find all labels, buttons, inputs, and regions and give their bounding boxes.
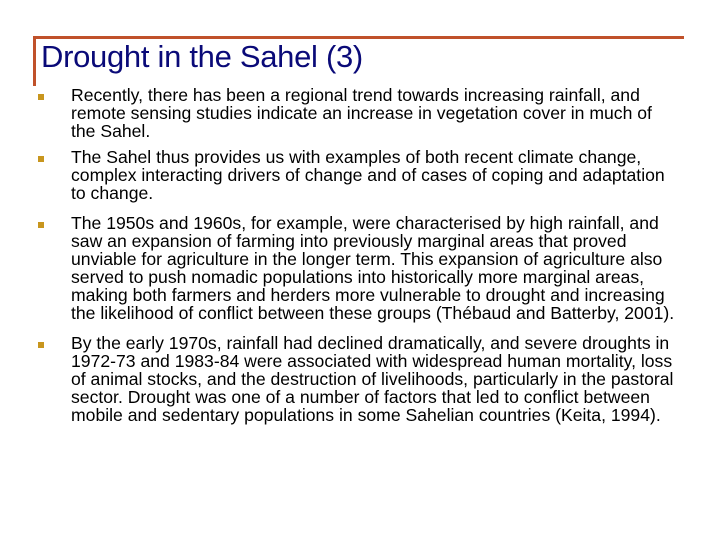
title-left-rule [33,36,36,86]
square-bullet-icon [38,94,44,100]
bullet-item [0,334,681,424]
bullet-item [0,148,681,202]
square-bullet-icon [38,342,44,348]
bullet-text: By the early 1970s, rainfall had declined dramatically, and severe droughts in 1972-73 and 1983-84 were associated with widespread human mortality, loss of animal stocks, and the destruction of livelihoods, particularly in the pastoral sector. Drought was one of a number of factors that led to conflict between mobile and sedentary populations in some Sahelian countries (Keita, 1994). [71,333,674,425]
slide-title: Drought in the Sahel (3) [41,39,363,74]
square-bullet-icon [38,222,44,228]
bullet-text: The Sahel thus provides us with examples of both recent climate change, complex interacting drivers of change and of cases of coping and adaptation to change. [71,147,665,203]
bullet-item [0,214,681,322]
bullet-text: The 1950s and 1960s, for example, were characterised by high rainfall, and saw an expansion of farming into previously marginal areas that proved unviable for agriculture in the longer term. This expansion of agriculture also served to push nomadic populations into historically more marginal areas, making both farmers and herders more vulnerable to drought and increasing the likelihood of conflict between these groups (Thébaud and Batterby, 2001). [71,213,675,323]
bullet-list [0,84,720,424]
bullet-item [0,86,681,140]
bullet-text: Recently, there has been a regional trend towards increasing rainfall, and remote sensing studies indicate an increase in vegetation cover in much of the Sahel. [71,85,652,141]
square-bullet-icon [38,156,44,162]
